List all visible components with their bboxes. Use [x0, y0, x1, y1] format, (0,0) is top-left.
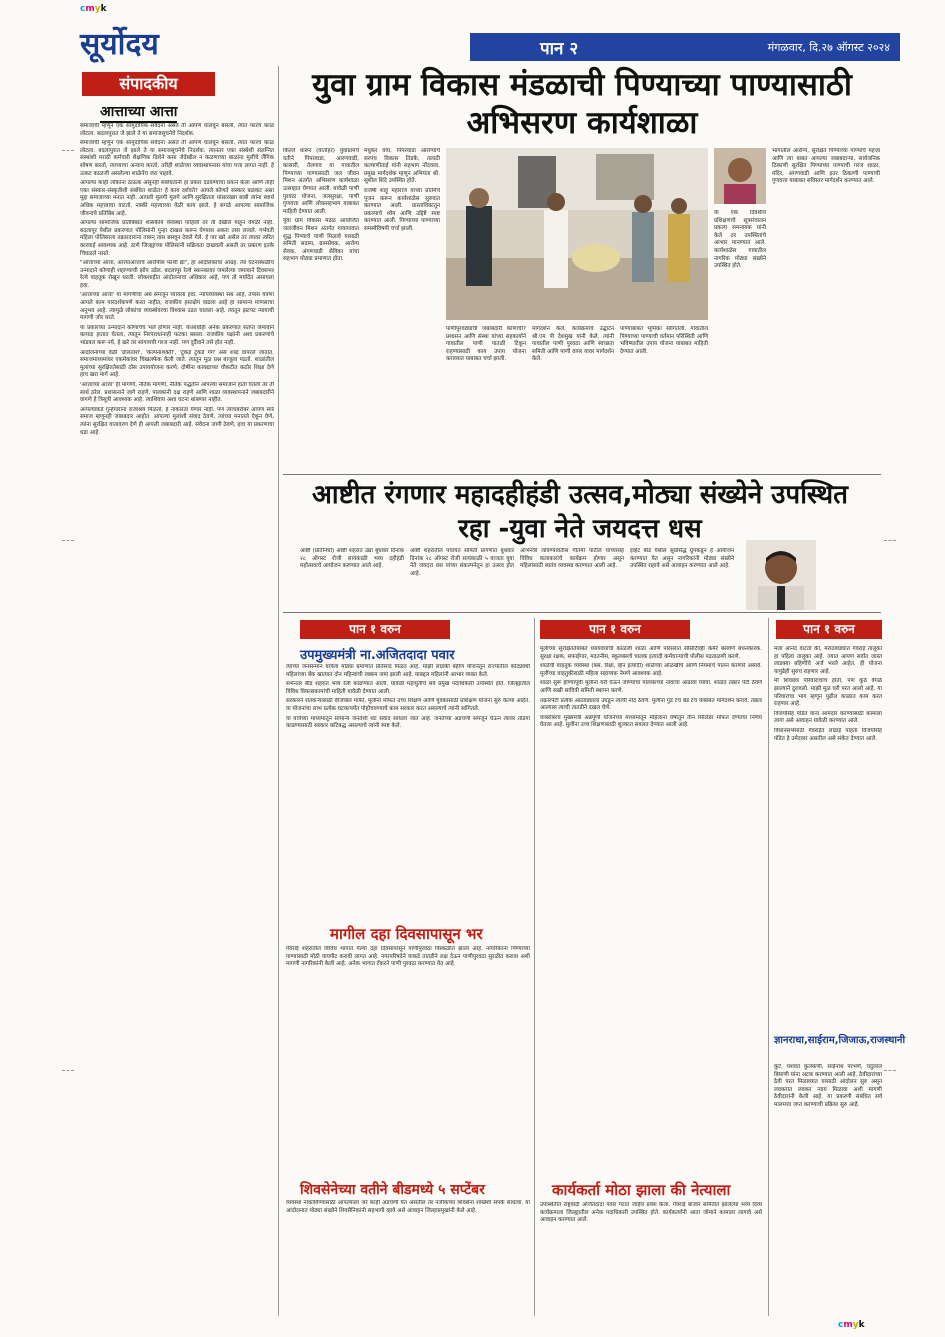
lead-paragraph: किल्ले धारूर (वार्ताहर) युवाग्रामचे वतीने पिंपरवाडा, आरणवाडी, कासारी, तेलगाव या गावातील पिण्याच्या पाण्यासाठी जल जीवन मिशन अंतर्गत अभिसरण कार्यशाळा उत्साहात घेण्यात आली. यावेळी पाणी पुरवठा योजना, जलसुरक्षा, पाणी गुणवत्ता आणि लोकसहभाग याबाबत माहिती देण्यात आली. [283, 148, 359, 215]
workshop-photo [446, 148, 708, 320]
lead-column-3a [714, 210, 766, 330]
continued-headline-2: मागील दहा दिवसापासून भर [330, 925, 483, 943]
continued-paragraph: मुलींच्या सुरक्षिततेबाबत ध्यायवयाची काळजी शाळा आणि परिसरात सीसीटीव्ही कॅमेरे बसवणे बंधनकारक. सुरक्षा रक्षक, सफाईगार, मदतनीस, स्कूलबसचे चालक इत्यादी कर्मचाऱ्यांची पोलीस पडताळणी करणे. [540, 646, 762, 660]
continued-paragraph: शाळा सुरू होण्यापूर्वी मुलींना घरी घेऊन जाण्याचा पालकांच्या नावांचा आढावा घ्यावा. शाळेत तक्रार पेटी ठेवणे आणि सखी सावित्री समिती स्थापन करणे. [540, 680, 762, 694]
editorial-body [80, 123, 274, 1303]
dahihandi-paragraph: आष्टी शहरातील पंचायत समिती प्रांगणात बुधवार दिनांक २८ ऑगस्ट रोजी सायंकाळी ५ वाजता युवा नेते जयदत्त धस यांच्या संकल्पनेतून हा उत्सव होत आहे. [410, 548, 514, 577]
dahihandi-column-1 [300, 548, 404, 600]
continued-paragraph: सभेनंतर बीड शहरात भव्य रॅली काढण्यात आली. यावेळी महायुतीचे सर्व प्रमुख पदाधिकारी उपस्थित होते. जिल्ह्यातील विविध विकासकामांची माहिती यावेळी देण्यात आली. [286, 681, 530, 695]
editorial-paragraph: समाजाची म्हणून एक सामुदायिक संवेदना असते ती आपण घालवून बसलो, त्यात फारच काळ लोटला. बदलापुरात जे झाले ते या समाजसूचनेचे निदर्शक. त्यानंतर एका संस्थेशी संलग्नित संस्थांशी मराठी कर्मचारी शैक्षणिक दिशेने कसा जेदेखील न कळणाच्या बाळांना मुलींचे लैंगिक शोषण करतो, त्याच्याचा अन्याय करतो, तरीही शाळेच्या व्यवस्थापनास यांचा पत्ता लागत नाही. हे उत्कट काळजी असलेल्या शाळेनेच जरा पाहावे. [80, 140, 274, 177]
continued-paragraph: तक्रारपेटी प्रत्येक आठवड्याला उघडून त्याची नोंद ठेवणे. मुलींना गुड टच बॅड टच याबाबत मार्गदर्शन करावे. तक्रार आल्यास त्याची तातडीने दखल घेणे. [540, 697, 762, 712]
continued-paragraph: मी शिवछत्र परिवाराचाच होतो, पण कुठे वेगळे झाल्याने दुरावलो. माझी मूळ घरी परत आलो आहे. या परिवाराचा भाग म्हणून पुढील काळात काम करत राहणार आहे. [774, 678, 882, 708]
margin-mark [62, 1070, 74, 1071]
editorial-paragraph: या प्रकारच्या उन्मादाने कोणाचेच भले होणार नाही. याआधीही अनेक प्रकरणांत संतप्त जमावाने कायदा हातात घेतला, त्यातून निरपराधांनाही फटका बसला. राजकीय पक्षांनी अशा प्रकरणांचे भांडवल करू नये, हे खरे तर सांगायची गरज नाही. पण दुर्दैवाने तसे होत नाही. [80, 324, 274, 347]
lead-paragraph: पाणीपुरवठ्याची जबाबदारी कोणाची? प्रशासन आणि संस्था यांच्या सहकार्याने गावातील पाणी पातळी टिकून राहण्यासाठी काय उपाय योजना कराव्यात याबाबत चर्चा झाली. [446, 326, 526, 363]
continued-headline-5: ज्ञानराधा,साईराम,जिजाऊ,राजस्थानी [774, 1035, 906, 1046]
continued-paragraph: विधानसभेसाठी गेवराईत लाडाई पाहता विजयसिंह पंडित हे उमेदवार असतील असे संकेत देण्यात आले. [774, 727, 882, 742]
continued-column-2 [540, 646, 762, 1024]
dahihandi-column-3 [520, 548, 624, 600]
lead-row-a [446, 326, 526, 478]
column-rule [534, 618, 535, 1316]
continued-headline-3: शिवसेनेच्या वतीने बीडमध्ये ५ सप्टेंबर [300, 1182, 485, 1198]
newspaper-logo: सूर्योदय [80, 27, 159, 62]
continued-paragraph: शाळेची वाहतूक व्यवस्था (बस, रिक्षा, व्हॅन इत्यादी) शाळेच्या ओळखीचे आणि नियमांचे पालन करणारे असावे. मुलींच्या वाहतुकीसाठी महिला सहाय्यक नेमणे आवश्यक आहे. [540, 663, 762, 677]
masthead [80, 22, 890, 68]
registration-mark-top: cmyk [80, 4, 107, 14]
page-number: पान २ [540, 39, 579, 59]
lead-row-b [532, 326, 614, 478]
margin-mark [884, 540, 896, 541]
dahihandi-paragraph: आष्टी (प्रतिनिधी) आष्टी शहरात उद्या बुधवार दिनांक २८ ऑगस्ट रोजी सायंकाळी भव्य दहीहंडी महोत्सवाचे आयोजन करण्यात आले आहे. [300, 548, 404, 570]
continued-column-2b [540, 1202, 762, 1310]
editorial-paragraph: आपल्याकडे गुन्हेगारांना राजाश्रय मिळतो, हे नाकारता येणार नाही. पण त्याचबरोबर आपण सारे समाज म्हणूनही जबाबदार आहोत. आपल्या मुलांशी संवाद ठेवणे, त्यांच्या मनातले ऐकून घेणे, त्यांना सुरक्षित वातावरण देणे ही आपली जबाबदारी आहे. संवेदना जागी ठेवणे, हाच या प्रकरणाचा धडा आहे. [80, 406, 274, 436]
continued-bar-1: पान १ वरुन [300, 620, 450, 639]
lead-headline: युवा ग्राम विकास मंडळाची पिण्याच्या पाण्यासाठी अभिसरण कार्यशाळा [312, 67, 852, 141]
continued-paragraph: गेवराई शहरातील विविध भागात गेल्या दहा दिवसांपासून पाणीपुरवठा विस्कळीत झाला आहे. नागरिकांना पिण्याच्या पाण्यासाठी मोठी पायपीट करावी लागत आहे. नगरपरिषदेने याकडे तातडीने लक्ष देऊन पाणीपुरवठा सुरळीत करावा अशी मागणी नागरिकांनी केली आहे. अनेक भागात टँकरने पाणी पुरवठा करण्यात येत आहे. [286, 946, 530, 968]
editorial-paragraph: 'आत्ताच्या आत्ता' ही मागणी, नैतिक मागणी, नैतिक पद्धतीने आपल्या समाजाने हाती घेतली तर ती सार्थ ठरेल. प्रशासनाने जागे राहणे, पालकांनी दक्ष राहणे आणि शाळा व्यवस्थापनाने जबाबदारीने वागणे हे त्रिसूत्री आवश्यक आहे. त्याशिवाय अशा घटना थांबणार नाहीत. [80, 382, 274, 404]
continued-bar-3: पान १ वरुन [776, 620, 882, 639]
continued-paragraph: कुटे, यशवंत कुलकर्णी, साईनाथ परभणे, चंदुलाल बियाणी यांना अटक करण्यात आली आहे. ठेवीदारांच्या ठेवी परत मिळाव्यात यासाठी आंदोलन सुरु असून लवकरात लवकर न्याय मिळावा अशी मागणी ठेवीदारांनी केली आहे. या प्रकरणी संबंधित सर्व मालमत्ता जप्त करण्याची प्रक्रिया सुरु आहे. [774, 1064, 882, 1108]
continued-paragraph: या यात्रेच्या माध्यमातून सामान्य जनतेशी थेट संवाद साधला जात आहे. जनतेच्या अडचणी समजून घेऊन त्यावर तोडगा काढण्यासाठी सरकार कटिबद्ध असल्याचे त्यांनी स्पष्ट केले. [286, 715, 530, 730]
continued-headline-1: उपमुख्यमंत्री ना.अजितदादा पवार [300, 648, 455, 663]
lead-column-2 [364, 148, 440, 478]
page-header-bar [470, 33, 900, 61]
editorial-paragraph: 'आत्ताच्या आत्ता' या मागणीचा अर्थ समजून घ्यायला हवा. न्यायव्यवस्था संथ आहे, तपास यंत्रणा आपले काम पारदर्शकपणे करत नाहीत, राजकीय हस्तक्षेप वाढला आहे हा सामान्य माणसाचा अनुभव आहे. त्यामुळे लोकांचा व्यवस्थेवरचा विश्वास उडत चालला आहे. त्यातून झटपट न्यायाची मागणी जोर धरते. [80, 292, 274, 322]
editorial-paragraph: आपल्या काही लोकांना ठाऊक असूनही संबंधितांनी हा प्रकार दडवण्याचा प्रयत्न केला आणि तोही एका संस्कार-संस्कृतीशी संबंधित शाळेत! हे काय दर्शवते? आपले कोणते संस्कार बळकट असा मुद्दा समाजाच्या मनात नाही. आपली मुलगी मुलगे आणि सुरक्षितता यांसारख्या बाबी त्यांना स्वार्थ अधिक महत्त्वाचा वाटतो. नक्की महत्त्वाच्या वेळी काय झाले. हे सगळे आपल्या सामाजिक जीवनाचे प्रतिबिंब आहे. [80, 180, 274, 217]
editorial-paragraph: समाजाची म्हणून एक सामुदायिक संवेदना असते ती आपण घालवून बसलो, त्यात फारच काळ लोटला. बदलापुरात जे झाले ते या समाजसूचनेचे निदर्शक. [80, 123, 274, 137]
lead-paragraph: पाण्याबाबत भूमिका सांगितली. गावातील पिण्याच्या पाण्याची वर्तमान परिस्थिती आणि भविष्यातील उपाय योजना याबाबत माहिती देण्यात आली. [620, 326, 708, 355]
column-rule [278, 66, 279, 1316]
editorial-paragraph: आंदोलनांच्या वेळी 'ढोलताशे', 'कल्पनाशक्ती', 'टुकडे टुकडे गँग' असे शब्द वापरले जातात. समाजमाध्यमांवर एकमेकांवर चिखलफेक केली जाते. त्यातून मूळ प्रश्न बाजूला पडतो. शाळांतील मुलांच्या सुरक्षिततेसाठी ठोस उपाययोजना करणे, दोषींना कायद्याच्या चौकटीत कठोर शिक्षा देणे हाच खरा मार्ग आहे. [80, 349, 274, 379]
continued-headline-4: कार्यकर्ता मोठा झाला की नेत्याला [552, 1181, 731, 1199]
portrait-photo [714, 148, 766, 204]
continued-paragraph: मला आनंद वाटतो की, मराठवाड्यात गेवराई तालुका हा पहिला तालुका आहे. ज्यात आपण सर्वांत जास्त लाडक्या बहिणींचे अर्ज भरले आहेत. ही योजना यापुढेही सुरुच राहणार आहे. [774, 646, 882, 675]
continued-column-1b [286, 946, 530, 1174]
margin-mark [884, 1070, 896, 1071]
section-divider [283, 474, 881, 475]
continued-column-3 [774, 646, 882, 1028]
continued-paragraph: विजयसिंह पंडित यांना आमदार करण्यासाठी कामाला लागा असे आवाहन यावेळी करण्यात आले. [774, 710, 882, 725]
lead-column-1 [283, 148, 359, 478]
dahihandi-headline: आष्टीत रंगणार महादहीहंडी उत्सव,मोठ्या संख्येने उपस्थित रहा -युवा नेते जयदत्त धस [312, 480, 848, 544]
continued-column-1 [286, 664, 530, 866]
continued-paragraph: व्यवस्था नाकाविण्यासाठी आपल्याला जर काही अडचणी येत असतील तर नजीकच्या शिवसेना शाखेशी संपर्क साधावा. या आंदोलनात मोठ्या संख्येने शिवसैनिकांनी सहभागी व्हावे असे आवाहन जिल्हाप्रमुखांनी केले आहे. [286, 1200, 530, 1214]
editorial-section-tag: संपादकीय [82, 72, 215, 96]
dahihandi-column-4 [630, 548, 734, 600]
dahihandi-column-2 [410, 548, 514, 600]
lead-row-c [620, 326, 708, 478]
lead-paragraph: युवा ग्राम विकास मंडळ आयोजित जलजीवन मिशन अंतर्गत गावागावात शुद्ध पिण्याचे पाणी मिळावे यासाठी समिती सदस्य, ग्रामसेवक, आरोग्य सेवक, अंगणवाडी सेविका यांचा सहभाग मोठ्या प्रमाणात होता. [283, 218, 359, 263]
editorial-paragraph: आपल्या सामाजिक प्रतिबिंबात शासकीय व्यवस्था पाहिली तर ती देखील याहून वेगळी नाही. बदलापूर येथील प्रकरणात पोलिसांनी गुन्हा दाखल करून घेण्यास अकरा तास लावले. गर्भवती महिला पोलिसाला तक्रारदारांना तासन् तास बसवून ठेवले गेले. हे जर खरे असेल तर त्यावर त्वरित कारवाई आवश्यक आहे. ठाणे जिल्ह्याच्या पोलिसांनी सक्रियता दाखवली असती तर प्रकरण इतके चिघळले नसते. [80, 220, 274, 257]
continued-paragraph: सरकारने शेतकऱ्यांसाठी वीजबिल माफी, मुलींना मोफत उच्च शिक्षण आणि युवकांसाठी प्रशिक्षण योजना सुरु केल्या आहेत. या योजनांचा लाभ प्रत्येक घटकापर्यंत पोहोचवण्याचे काम सरकार करत असल्याचे त्यांनी सांगितले. [286, 698, 530, 712]
lead-paragraph: भागातील आरोग्य, सुरक्षित पिण्याच्या पाण्याचे महत्त्व आणि त्या बाबत आपल्या जबाबदाऱ्या, सार्वजनिक ठिकाणी सुरक्षित पिण्याच्या पाण्याची गरज शाळा, मंदिर, अंगणवाडी आणि इतर ठिकाणी पाण्याची गुणवत्ता याबाबत सविस्तर मार्गदर्शन करण्यात आले. [772, 148, 880, 185]
section-divider [283, 612, 881, 613]
margin-mark [62, 150, 74, 151]
continued-paragraph: त्यांच्या जनसन्मान यात्रेला मोठ्या प्रमाणात प्रतिसाद मिळत आहे. माझी लाडकी बहीण योजनेतून राज्यातील कोट्यवधी महिलांच्या बँक खात्यात दोन महिन्यांची रक्कम जमा झाली आहे. याबद्दल महिलांनी आभार व्यक्त केले. [286, 664, 530, 678]
continued-paragraph: उपस्थितीत राष्ट्रवादी अजितदादा पवार गटात जाहीर प्रवेश केला. गेवराई बाजार समितीत झालेल्या भव्य दिव्य कार्यक्रमाला जिल्ह्यातील अनेक पदाधिकारी उपस्थित होते. कार्यकर्त्यांनी आता जोमाने कामाला लागावे असे आवाहन करण्यात आले. [540, 1202, 762, 1224]
registration-mark-bottom: cmyk [838, 1320, 865, 1330]
lead-paragraph: मार्गदर्शन केले. कार्यक्रमाचे उद्घाटन श्री.एम पी देशमुख यांनी केले. त्यांनी गावातील पाणी पुरवठा आणि स्वच्छता समिती आणि पाणी वापर यावर मार्गदर्शन केले. [532, 326, 614, 363]
continued-column-1c [286, 1200, 530, 1310]
column-rule [768, 618, 769, 1316]
editorial-paragraph: "आत्ताच्या आत्ता, आत्त्याआत्ताचे आरोपीस फाशी द्या", हा आंदोलकांचा आग्रह. त्या घटनास्थळीच उन्मादाने कोणाही शहाण्याची झोप उडेल. बदलापूर रेल्वे स्थानकावर जमलेल्या जमावाने दिवसभर रेल्वे वाहतूक रोखून धरली. लोकशाहीत आंदोलनाचा अधिकार आहे, पण तो मर्यादेत असायला हवा. [80, 260, 274, 289]
dahihandi-paragraph: अभिनेत्री लावण्यावतीस गौतमी पाटील यांच्यासह विविध कलाकारांचे कार्यक्रम होणार असून महिलांसाठी स्वतंत्र व्यवस्था करण्यात आली आहे. [520, 548, 624, 570]
lead-paragraph: या एक दिवशीय प्रशिक्षणाचे सूत्रसंचालन प्रकल्प समन्वयक यांनी केले तर उपस्थितांचे आभार मानण्यात आले. कार्यशाळेस गावातील नागरिक मोठ्या संख्येने उपस्थित होते. [714, 210, 766, 270]
margin-mark [62, 540, 74, 541]
lead-paragraph: राजर्षी शाहू महाराज यांच्या प्रतिमेचे पूजन करून कार्यशाळेस सुरुवात करण्यात आली. प्रास्ताविकातून प्रकल्पाचे ध्येय आणि उद्दिष्टे स्पष्ट करण्यात आली. पिण्याच्या पाण्याच्या समस्येविषयी चर्चा झाली. [364, 187, 440, 232]
editorial-headline: आत्ताच्या आत्ता [100, 102, 177, 123]
continued-bar-2: पान १ वरुन [540, 620, 690, 639]
issue-date: मंगळवार, दि.२७ ऑगस्ट २०२४ [767, 41, 890, 54]
jayadatt-photo [746, 540, 816, 610]
lead-column-3 [772, 148, 880, 478]
lead-paragraph: मधुकर वाघ, पिंपरवाडा आरोग्याचे सरपंच विकास तिडके, तलाठी कल्याणीताई यांनी सहभाग नोंदवला. प्रमुख मार्गदर्शक म्हणून अभियंता श्री. सुशील शिंदे उपस्थित होते. [364, 148, 440, 185]
continued-column-3b [774, 1064, 882, 1310]
continued-paragraph: याबरोबरच मुख्यमंत्री अन्नपूर्णा योजनेच्या माध्यमातून महिलांना वर्षातून तीन सिलिंडर मोफत देण्याचा निर्णय घेतला आहे. मुलींना उच्च शिक्षणासाठी शुल्कात सवलत देण्यात आली आहे. [540, 714, 762, 729]
dahihandi-paragraph: इव्हेंट बीड येथील सुप्रसिद्ध ग्रुपकडून हे आयोजन करण्यात येत असून नागरिकांनी मोठ्या संख्येने उपस्थित राहावे असे आवाहन करण्यात आले आहे. [630, 548, 734, 570]
